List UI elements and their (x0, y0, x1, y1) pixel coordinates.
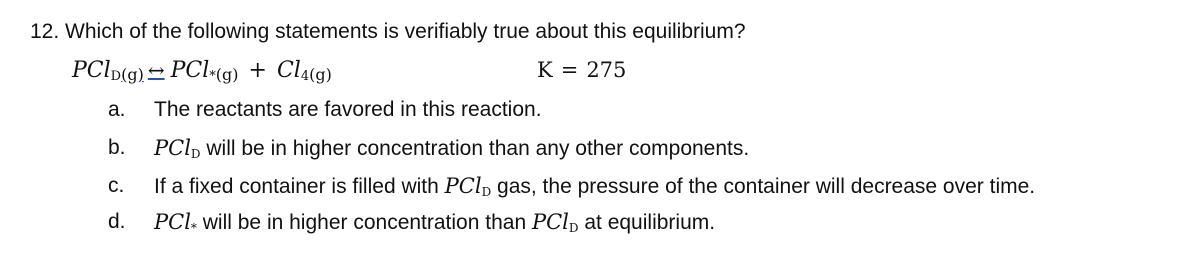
reactant-subscript: D (110, 69, 122, 84)
option-letter: c. (108, 174, 125, 197)
plus-sign: + (248, 58, 267, 83)
option-text-after: will be in higher concentration than any other components. (200, 137, 750, 160)
chem-symbol: PCl (444, 174, 482, 198)
product2-subscript: 4 (300, 69, 310, 84)
option-text-before: If a fixed container is filled with (154, 175, 445, 198)
chem-symbol: PCl (154, 210, 191, 234)
product1-subscript: * (209, 69, 216, 84)
option-text-middle: will be in higher concentration than (196, 211, 532, 234)
k-value: 275 (586, 58, 627, 82)
chem-formula (154, 136, 201, 160)
chem-subscript: D (568, 221, 579, 235)
option-letter: a. (108, 98, 126, 121)
chem-formula (445, 174, 492, 198)
chem-formula-1 (154, 210, 197, 234)
chem-subscript: * (190, 221, 197, 235)
option-text (154, 174, 1035, 199)
equilibrium-arrow-icon: ↔ (147, 58, 165, 82)
product2-symbol: Cl (276, 58, 301, 83)
chem-subscript: D (190, 147, 201, 161)
chem-symbol: PCl (154, 136, 191, 160)
chem-formula-2 (532, 210, 579, 234)
option-text-after: gas, the pressure of the container will decrease over time. (491, 175, 1036, 198)
option-text (154, 210, 715, 235)
product1-state: (g) (215, 65, 239, 84)
product1-symbol: PCl (170, 58, 210, 83)
option-text-after: at equilibrium. (578, 211, 716, 234)
question-text: 12. Which of the following statements is verifiably true about this equilibrium? (30, 20, 746, 43)
reactant-state: (g) (121, 65, 144, 84)
option-letter: d. (108, 210, 126, 233)
product2-state: (g) (309, 65, 332, 84)
k-label: K (537, 58, 553, 82)
reactant-symbol: PCl (72, 58, 111, 83)
option-text (154, 136, 749, 161)
chem-symbol: PCl (531, 210, 569, 234)
option-letter: b. (108, 136, 126, 159)
k-equals: = (560, 58, 579, 82)
option-text: The reactants are favored in this reaction. (154, 98, 542, 121)
chem-subscript: D (481, 185, 492, 199)
